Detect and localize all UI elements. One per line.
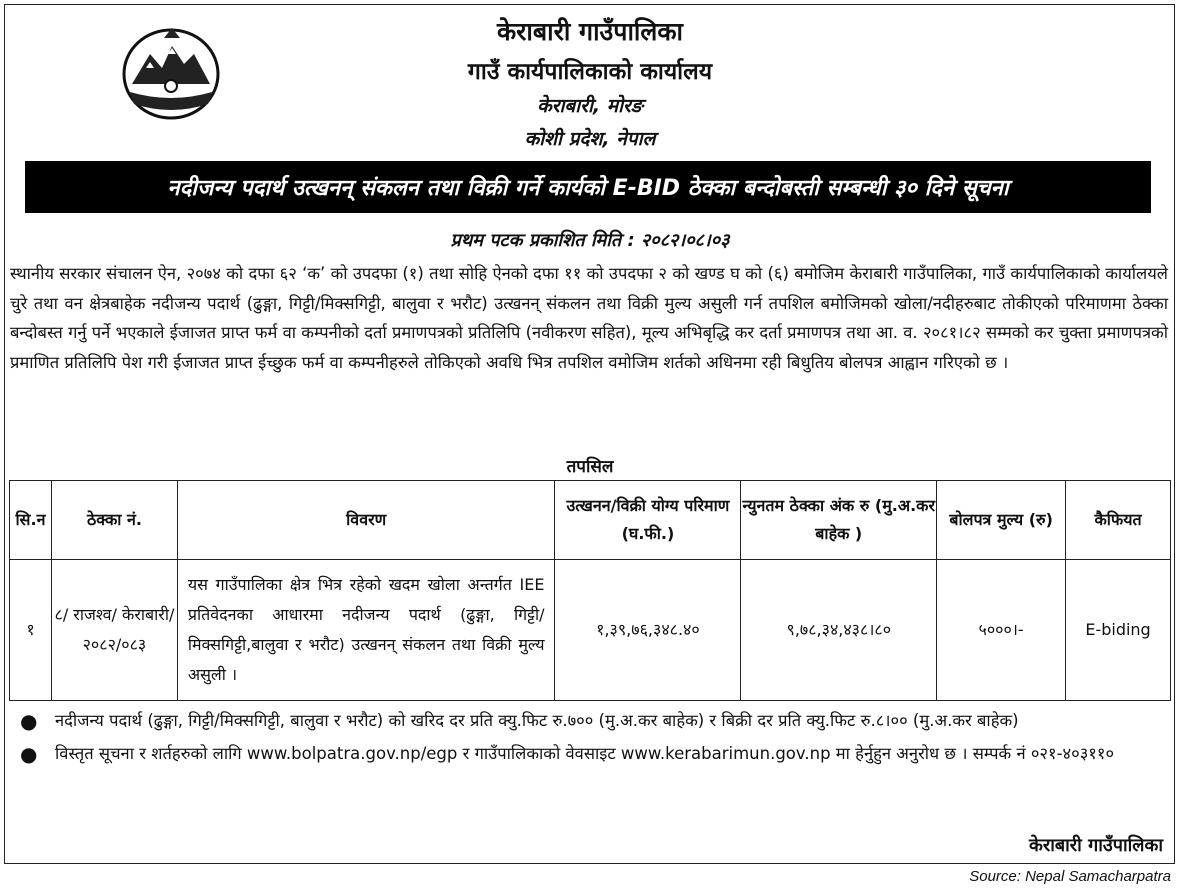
cell-contract-no: ८/ राजश्व/ केराबारी/ २०८२/०८३ [51, 560, 177, 701]
col-header-remarks: कैफियत [1066, 481, 1171, 560]
notice-title: नदीजन्य पदार्थ उत्खनन् संकलन तथा विक्री गर्ने कार्यको E-BID ठेक्का बन्दोबस्ती सम्बन्धी ३० दिने सूचना [25, 161, 1151, 213]
office-name: गाउँ कार्यपालिकाको कार्यालय [467, 59, 713, 85]
notes-list [20, 706, 1170, 772]
list-item [20, 739, 1170, 769]
tender-table [9, 480, 1171, 701]
list-item [20, 706, 1170, 736]
note-rate: नदीजन्य पदार्थ (ढुङ्गा, गिट्टी/मिक्सगिट्टी, बालुवा र भरौट) को खरिद दर प्रति क्यु.फिट रु.७०० (मु.अ.कर बाहेक) र बिक्री दर प्रति क्यु.फिट रु.८।०० (मु.अ.कर बाहेक) [55, 711, 1019, 730]
intro-paragraph: स्थानीय सरकार संचालन ऐन, २०७४ को दफा ६२ ‘क’ को उपदफा (१) तथा सोहि ऐनको दफा ११ को उपदफा २ को खण्ड घ को (६) बमोजिम केराबारी गाउँपालिका, गाउँ कार्यपालिकाको कार्यालयले चुरे तथा वन क्षेत्रबाहेक नदीजन्य पदार्थ (ढुङ्गा, गिट्टी/मिक्सगिट्टी, बालुवा र भरौट) उत्खनन् संकलन तथा विक्री मुल्य असुली गर्न तपशिल बमोजिमको खोला/नदीहरुबाट तोकीएको परिमाणमा ठेक्का बन्दोबस्त गर्नु पर्ने भएकाले ईजाजत प्राप्त फर्म वा कम्पनीको दर्ता प्रमाणपत्रको प्रतिलिपि (नवीकरण सहित), मूल्य अभिबृद्धि कर दर्ता प्रमाणपत्र तथा आ. व. २०८१।८२ सम्मको कर चुक्ता प्रमाणपत्रको प्रमाणित प्रतिलिपि पेश गरी ईजाजत प्राप्त ईच्छुक फर्म वा कम्पनीहरुले तोकिएको अवधि भित्र तपशिल वमोजिम शर्तको अधिनमा रही बिधुतिय बोलपत्र आह्वान गरिएको छ । [10, 264, 1168, 372]
nepal-emblem-logo [120, 24, 222, 120]
col-header-contract-no: ठेक्का नं. [51, 481, 177, 560]
bullet-icon: ● [20, 742, 38, 766]
cell-quantity: १,३९,७६,३४८.४० [555, 560, 741, 701]
col-header-bid-price: बोलपत्र मुल्य (रु) [937, 481, 1066, 560]
col-header-min-amount: न्युनतम ठेक्का अंक रु (मु.अ.कर बाहेक ) [741, 481, 937, 560]
cell-description: यस गाउँपालिका क्षेत्र भित्र रहेको खदम खोला अन्तर्गत IEE प्रतिवेदनका आधारमा नदीजन्य पदार्थ (ढुङ्गा, गिट्टी/मिक्सगिट्टी,बालुवा र भरौट) उत्खनन् संकलन तथा विक्री मुल्य असुली । [177, 560, 555, 701]
col-header-description: विवरण [177, 481, 555, 560]
col-header-quantity: उत्खनन/विक्री योग्य परिमाण (घ.फी.) [555, 481, 741, 560]
bullet-icon: ● [20, 709, 38, 733]
table-title: तपसिल [566, 457, 614, 477]
source-credit: Source: Nepal Samacharpatra [969, 868, 1171, 885]
office-province: कोशी प्रदेश, नेपाल [524, 128, 656, 150]
cell-min-amount: ९,७८,३४,४३८।८० [741, 560, 937, 701]
table-header-row [10, 481, 1171, 560]
org-name: केराबारी गाउँपालिका [496, 17, 684, 46]
note-info-contact: विस्तृत सूचना र शर्तहरुको लागि www.bolpatra.gov.np/egp र गाउँपालिकाको वेवसाइट www.kerabarimun.gov.np मा हेर्नुहुन अनुरोध छ । सम्पर्क नं ०२१-४०३११० [55, 744, 1115, 763]
cell-bid-price: ५०००।- [937, 560, 1066, 701]
cell-remarks: E-biding [1066, 560, 1171, 701]
col-header-serial: सि.न [10, 481, 52, 560]
cell-serial: १ [10, 560, 52, 701]
office-address: केराबारी, मोरङ [537, 95, 643, 117]
table-row [10, 560, 1171, 701]
published-date: प्रथम पटक प्रकाशित मिति : २०८२।०८।०३ [450, 230, 730, 251]
signature: केराबारी गाउँपालिका [1029, 835, 1163, 856]
